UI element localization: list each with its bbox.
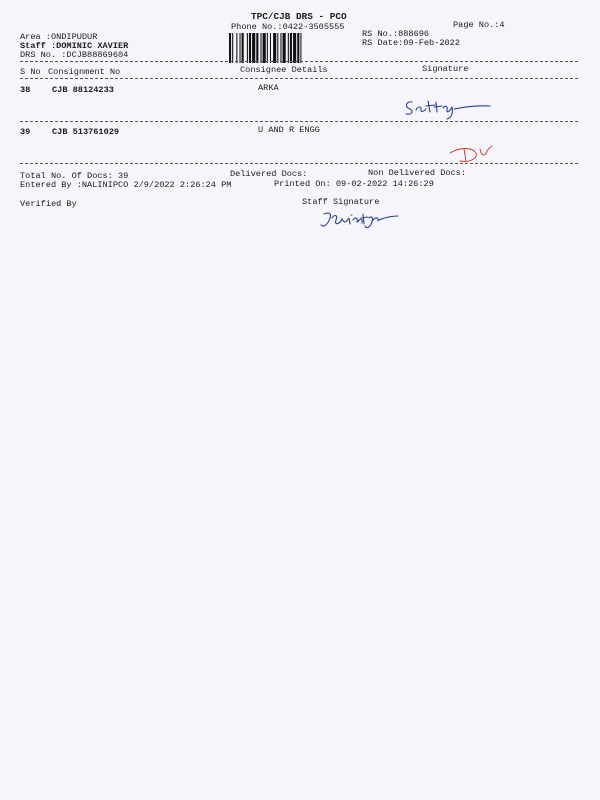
divider <box>20 61 578 62</box>
column-header-consignee: Consignee Details <box>240 65 328 75</box>
divider <box>20 78 578 79</box>
drs-number: DRS No. :DCJB88869604 <box>20 50 129 60</box>
staff-field: Staff :DOMINIC XAVIER <box>20 41 129 51</box>
recipient-signature <box>402 97 494 121</box>
non-delivered-docs: Non Delivered Docs: <box>368 168 466 178</box>
rs-date: RS Date:09-Feb-2022 <box>362 38 460 48</box>
verified-by-label: Verified By <box>20 199 77 209</box>
recipient-signature <box>446 143 502 165</box>
row-consignee: ARKA <box>258 83 279 93</box>
row-sno: 38 <box>20 85 31 95</box>
area-field: Area :ONDIPUDUR <box>20 32 98 42</box>
staff-signature <box>318 208 402 234</box>
printed-on: Printed On: 09-02-2022 14:26:29 <box>274 179 434 189</box>
barcode <box>229 33 351 63</box>
page-number: Page No.:4 <box>453 20 505 30</box>
column-header-sno: S No <box>20 67 41 77</box>
column-header-signature: Signature <box>422 64 469 74</box>
divider <box>20 121 578 122</box>
row-consignee: U AND R ENGG <box>258 125 320 135</box>
staff-signature-label: Staff Signature <box>302 197 380 207</box>
divider <box>20 163 578 164</box>
entered-by: Entered By :NALINIPCO 2/9/2022 2:26:24 PM <box>20 180 232 190</box>
total-docs: Total No. Of Docs: 39 <box>20 171 129 181</box>
phone-number: Phone No.:0422-3505555 <box>231 22 345 32</box>
delivered-docs: Delivered Docs: <box>230 169 308 179</box>
report-title: TPC/CJB DRS - PCO <box>251 11 347 22</box>
column-header-consignment: Consignment No <box>48 67 121 77</box>
row-sno: 39 <box>20 127 31 137</box>
rs-number: RS No.:888696 <box>362 29 430 39</box>
row-consignment-no: CJB 513761029 <box>52 127 120 137</box>
row-consignment-no: CJB 88124233 <box>52 85 114 95</box>
